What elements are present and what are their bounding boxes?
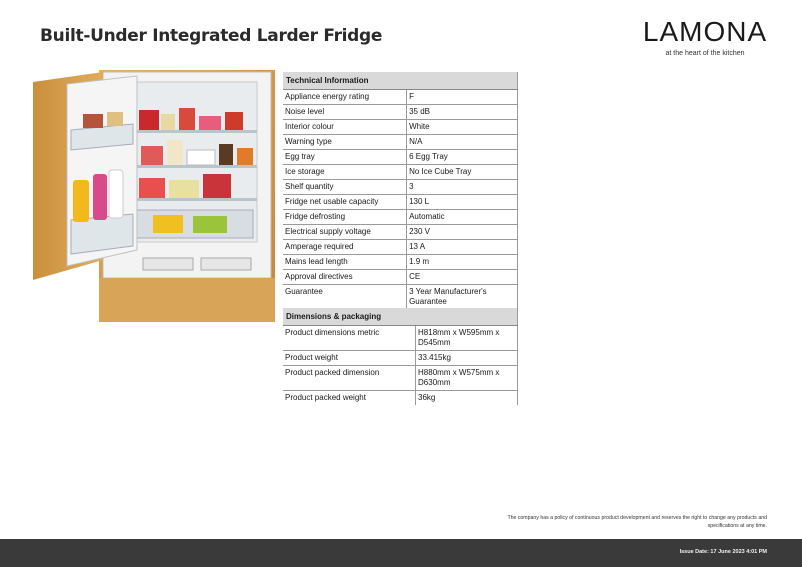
brand-tagline: at the heart of the kitchen bbox=[665, 50, 745, 57]
spec-label: Product weight bbox=[283, 350, 416, 365]
table-row bbox=[283, 325, 518, 350]
spec-value: 3 bbox=[407, 179, 518, 194]
spec-value: 33.415kg bbox=[416, 350, 518, 365]
table-row bbox=[283, 164, 518, 179]
spec-label: Product dimensions metric bbox=[283, 325, 416, 350]
table-row bbox=[283, 350, 518, 365]
table-row bbox=[283, 179, 518, 194]
spec-value: H880mm x W575mm x D630mm bbox=[416, 365, 518, 390]
dimensions-packaging-heading: Dimensions & packaging bbox=[283, 308, 518, 325]
spec-label: Mains lead length bbox=[283, 254, 407, 269]
spec-value: White bbox=[407, 119, 518, 134]
brand-logo bbox=[640, 16, 770, 57]
table-row bbox=[283, 269, 518, 284]
spec-value: 3 Year Manufacturer's Guarantee bbox=[407, 284, 518, 309]
spec-value: CE bbox=[407, 269, 518, 284]
table-row bbox=[283, 239, 518, 254]
spec-label: Guarantee bbox=[283, 284, 407, 309]
spec-label: Warning type bbox=[283, 134, 407, 149]
product-image bbox=[33, 70, 276, 322]
table-row bbox=[283, 209, 518, 224]
spec-value: 6 Egg Tray bbox=[407, 149, 518, 164]
table-row bbox=[283, 194, 518, 209]
footer-bar bbox=[0, 539, 802, 567]
spec-label: Amperage required bbox=[283, 239, 407, 254]
spec-value: 13 A bbox=[407, 239, 518, 254]
table-row bbox=[283, 104, 518, 119]
issue-date: Issue Date: 17 June 2023 4:01 PM bbox=[679, 549, 767, 555]
spec-label: Electrical supply voltage bbox=[283, 224, 407, 239]
spec-value: N/A bbox=[407, 134, 518, 149]
spec-label: Interior colour bbox=[283, 119, 407, 134]
spec-label: Shelf quantity bbox=[283, 179, 407, 194]
spec-value: No Ice Cube Tray bbox=[407, 164, 518, 179]
dimensions-packaging-table bbox=[283, 308, 518, 405]
spec-label: Ice storage bbox=[283, 164, 407, 179]
spec-value: 230 V bbox=[407, 224, 518, 239]
table-row bbox=[283, 119, 518, 134]
spec-label: Fridge net usable capacity bbox=[283, 194, 407, 209]
spec-label: Product packed dimension bbox=[283, 365, 416, 390]
table-row bbox=[283, 89, 518, 104]
spec-value: 36kg bbox=[418, 392, 436, 402]
spec-label: Appliance energy rating bbox=[283, 89, 407, 104]
table-row bbox=[283, 365, 518, 390]
technical-information-table bbox=[283, 72, 518, 310]
disclaimer-text: The company has a policy of continuous product development and reserves the right to change any products and specifications at any time. bbox=[507, 515, 767, 529]
spec-value: F bbox=[407, 89, 518, 104]
table-row bbox=[283, 149, 518, 164]
spec-label: Product packed weight bbox=[283, 390, 416, 405]
spec-value: 1.9 m bbox=[407, 254, 518, 269]
table-row bbox=[283, 284, 518, 309]
spec-value: H818mm x W595mm x D545mm bbox=[416, 325, 518, 350]
brand-name: LAMONA bbox=[642, 16, 768, 47]
spec-label: Egg tray bbox=[283, 149, 407, 164]
spec-value: 130 L bbox=[407, 194, 518, 209]
page-title: Built-Under Integrated Larder Fridge bbox=[40, 26, 383, 46]
table-row bbox=[283, 134, 518, 149]
table-row bbox=[283, 390, 518, 405]
technical-information-heading: Technical Information bbox=[283, 72, 518, 89]
spec-label: Noise level bbox=[283, 104, 407, 119]
spec-value: Automatic bbox=[407, 209, 518, 224]
spec-label: Approval directives bbox=[283, 269, 407, 284]
table-row bbox=[283, 254, 518, 269]
spec-label: Fridge defrosting bbox=[283, 209, 407, 224]
table-row bbox=[283, 224, 518, 239]
spec-value: 35 dB bbox=[407, 104, 518, 119]
